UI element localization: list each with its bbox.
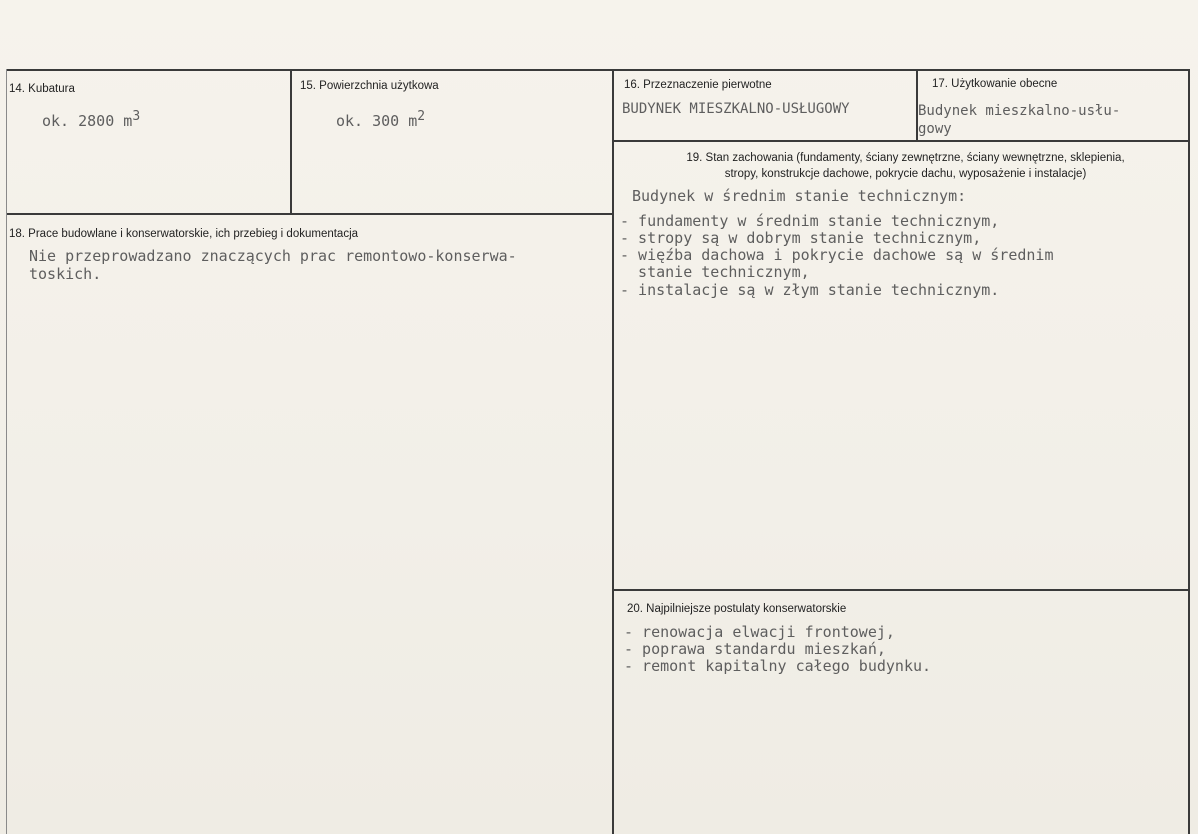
center-divider	[612, 70, 614, 834]
left-border	[6, 69, 7, 834]
value-postulaty-line2: - poprawa standardu mieszkań,	[624, 640, 886, 658]
value-powierzchnia-exp: 2	[417, 109, 426, 124]
label-stan-zachowania-line2: stropy, konstrukcje dachowe, pokrycie dachu, wyposażenie i instalacje)	[724, 168, 1087, 180]
value-prace-line1: Nie przeprowadzano znaczących prac remontowo-konserwa-	[29, 247, 517, 265]
rule-under-14-15	[6, 213, 614, 215]
label-stan-zachowania	[628, 150, 1183, 182]
label-stan-zachowania-line1: 19. Stan zachowania (fundamenty, ściany zewnętrzne, ściany wewnętrzne, sklepienia,	[686, 152, 1125, 164]
value-stan-line4: stanie technicznym,	[620, 263, 810, 281]
label-postulaty: 20. Najpilniejsze postulaty konserwatorskie	[627, 603, 847, 615]
label-powierzchnia: 15. Powierzchnia użytkowa	[300, 80, 439, 92]
label-prace-budowlane: 18. Prace budowlane i konserwatorskie, ich przebieg i dokumentacja	[9, 228, 359, 240]
value-stan-line1: - fundamenty w średnim stanie technicznym,	[620, 212, 1000, 230]
value-stan-line2: - stropy są w dobrym stanie technicznym,	[620, 229, 982, 247]
value-kubatura	[42, 108, 140, 130]
rule-above-20	[614, 589, 1190, 591]
value-kubatura-exp: 3	[132, 109, 141, 124]
value-postulaty-line3: - remont kapitalny całego budynku.	[624, 657, 932, 675]
divider-14-15	[290, 70, 292, 214]
top-rule	[6, 69, 1190, 71]
rule-under-16-17	[614, 140, 1190, 142]
label-uzytkowanie: 17. Użytkowanie obecne	[932, 78, 1058, 90]
value-stan-line5: - instalacje są w złym stanie technicznym.	[620, 281, 1000, 299]
value-postulaty-line1: - renowacja elwacji frontowej,	[624, 623, 895, 641]
value-powierzchnia-text: ok. 300 m	[336, 112, 418, 130]
label-przeznaczenie: 16. Przeznaczenie pierwotne	[624, 79, 772, 91]
value-uzytkowanie-line2: gowy	[918, 121, 952, 137]
value-stan-intro: Budynek w średnim stanie technicznym:	[632, 187, 967, 205]
value-przeznaczenie: BUDYNEK MIESZKALNO-USŁUGOWY	[622, 101, 850, 117]
label-kubatura: 14. Kubatura	[9, 83, 75, 95]
value-kubatura-text: ok. 2800 m	[42, 112, 133, 130]
value-powierzchnia	[336, 108, 425, 130]
value-uzytkowanie-line1: Budynek mieszkalno-usłu-	[918, 103, 1121, 119]
value-stan-line3: - więźba dachowa i pokrycie dachowe są w średnim	[620, 246, 1054, 264]
right-border	[1188, 70, 1190, 834]
value-prace-line2: toskich.	[29, 265, 102, 283]
